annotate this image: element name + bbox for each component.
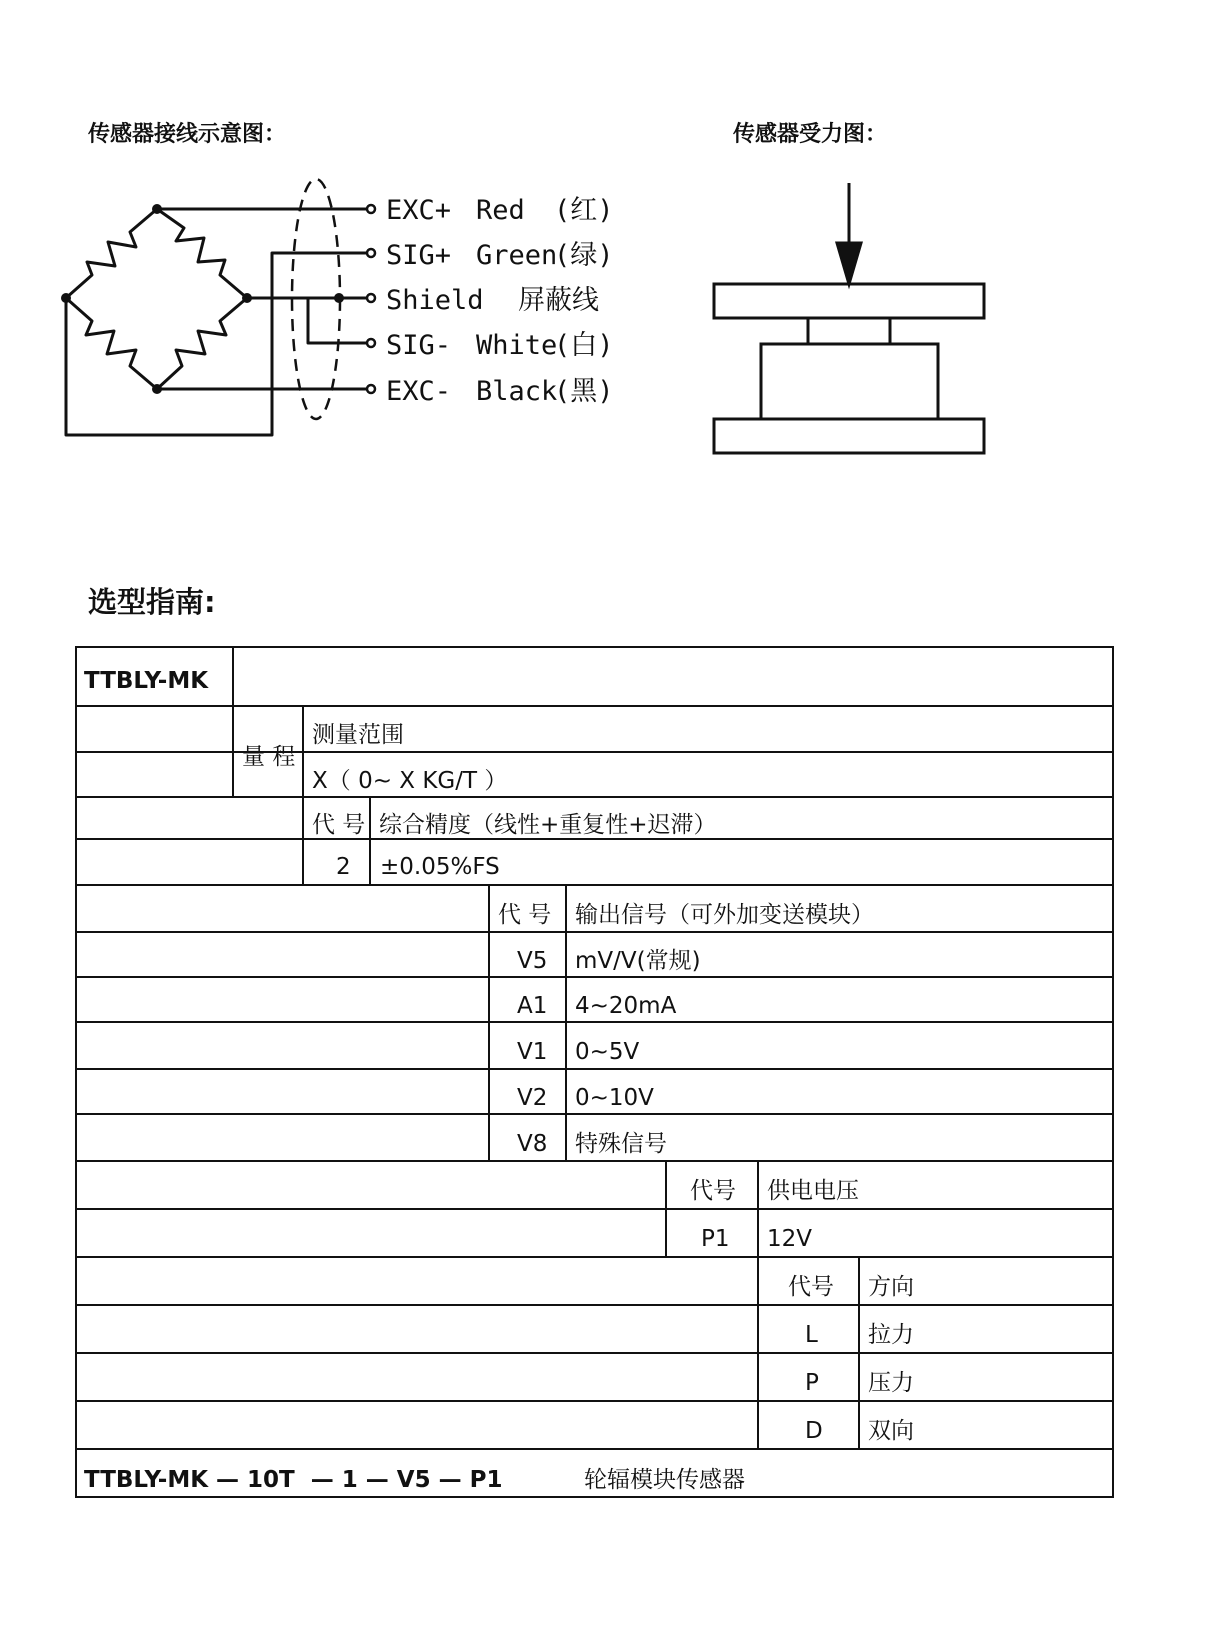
direction-title: 方向 <box>868 1274 914 1300</box>
wheatstone-bridge <box>66 209 370 435</box>
output-code-1: A1 <box>517 993 548 1019</box>
accuracy-title: 综合精度（线性+重复性+迟滞） <box>379 812 717 838</box>
output-value-2: 0~5V <box>575 1039 640 1065</box>
output-code-0: V5 <box>517 948 548 974</box>
table-border <box>76 647 1113 1497</box>
wiring-diagram <box>0 0 1211 520</box>
power-code-0: P1 <box>701 1226 730 1252</box>
sensor-body <box>761 344 938 419</box>
force-arrow-head <box>837 243 861 284</box>
example-code: TTBLY-MK — 10T — 1 — V5 — P1 <box>84 1467 503 1493</box>
wire-exc-minus-cn: (黑) <box>554 376 614 407</box>
power-value-0: 12V <box>767 1226 813 1252</box>
wire-exc-plus-cn: (红) <box>554 195 614 226</box>
wire-sig-minus-color: White <box>476 330 558 361</box>
direction-code-0: L <box>805 1322 818 1348</box>
example-description: 轮辐模块传感器 <box>584 1467 745 1493</box>
wiring-diagram-heading: 传感器接线示意图： <box>88 122 287 147</box>
power-code-label: 代号 <box>690 1178 736 1204</box>
accuracy-value-0: ±0.05%FS <box>380 854 500 880</box>
selection-guide-heading: 选型指南: <box>88 585 216 619</box>
direction-code-1: P <box>805 1370 819 1396</box>
output-code-3: V2 <box>517 1085 548 1111</box>
model-cell: TTBLY-MK <box>84 668 209 694</box>
wire-shield-cn: 屏蔽线 <box>518 285 599 316</box>
output-value-0: mV/V(常规) <box>575 948 701 974</box>
output-title: 输出信号（可外加变送模块） <box>575 902 874 928</box>
output-value-1: 4~20mA <box>575 993 677 1019</box>
wire-shield-code: Shield <box>386 285 484 316</box>
output-value-4: 特殊信号 <box>575 1131 667 1157</box>
wire-exc-plus-code: EXC+ <box>386 195 452 226</box>
range-value: X（ 0~ X KG/T ） <box>312 768 508 794</box>
bottom-plate <box>714 419 984 453</box>
output-code-label: 代 号 <box>498 902 552 928</box>
range-title: 测量范围 <box>312 722 404 748</box>
wire-sig-plus-color: Green <box>476 240 558 271</box>
accuracy-code-0: 2 <box>336 854 351 880</box>
wire-sig-plus-cn: (绿) <box>554 240 614 271</box>
wire-sig-minus-cn: (白) <box>554 330 614 361</box>
selection-guide-table <box>0 640 1211 1510</box>
wire-exc-minus-color: Black <box>476 376 558 407</box>
output-code-2: V1 <box>517 1039 548 1065</box>
force-diagram <box>714 183 984 453</box>
range-label: 量 程 <box>242 744 296 770</box>
output-value-3: 0~10V <box>575 1085 654 1111</box>
direction-value-2: 双向 <box>868 1418 914 1444</box>
wire-sig-minus-code: SIG- <box>386 330 452 361</box>
wire-exc-plus-color: Red <box>476 195 525 226</box>
neck <box>808 318 890 344</box>
direction-value-0: 拉力 <box>868 1322 914 1348</box>
direction-value-1: 压力 <box>868 1370 914 1396</box>
wire-sig-plus-code: SIG+ <box>386 240 452 271</box>
accuracy-code-label: 代 号 <box>312 812 366 838</box>
output-code-4: V8 <box>517 1131 548 1157</box>
power-title: 供电电压 <box>767 1178 859 1204</box>
force-diagram-heading: 传感器受力图： <box>733 122 888 147</box>
direction-code-2: D <box>805 1418 823 1444</box>
direction-code-label: 代号 <box>788 1274 834 1300</box>
wire-exc-minus-code: EXC- <box>386 376 452 407</box>
terminals <box>367 205 375 393</box>
